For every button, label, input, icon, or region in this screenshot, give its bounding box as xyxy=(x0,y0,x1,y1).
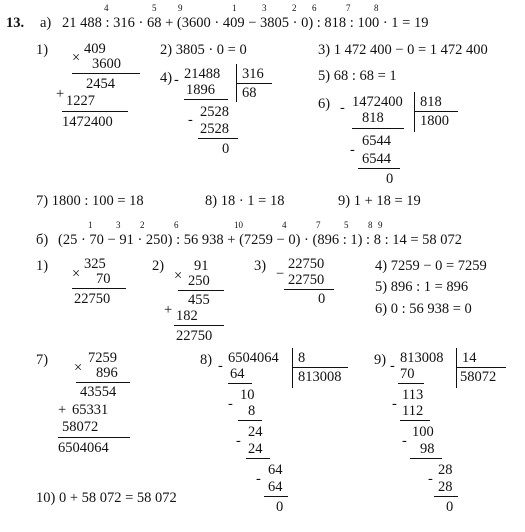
plus-sign: + xyxy=(164,302,173,318)
order-mark: 9 xyxy=(378,220,383,230)
subtrahend: 1896 xyxy=(186,82,215,98)
partial-product: 58072 xyxy=(62,419,99,435)
subtrahend: 70 xyxy=(400,366,415,382)
partial-product: 455 xyxy=(188,292,210,308)
rule-line xyxy=(410,458,442,459)
step-label: 3) xyxy=(254,258,267,274)
minus-sign: - xyxy=(350,142,355,158)
product-result: 22750 xyxy=(176,328,213,344)
partial-product: 2454 xyxy=(86,76,115,92)
quotient: 813008 xyxy=(298,369,342,385)
divisor: 8 xyxy=(298,350,306,366)
order-mark: 2 xyxy=(140,220,145,230)
remainder: 24 xyxy=(248,424,263,440)
minus-sign: - xyxy=(392,396,397,412)
factor: 3600 xyxy=(92,56,121,72)
rule-line xyxy=(178,290,224,291)
subtrahend: 2528 xyxy=(200,121,229,137)
factor: 409 xyxy=(84,41,106,57)
rule-line xyxy=(414,111,458,112)
part-b-expression: (25 · 70 − 91 · 250) : 56 938 + (7259 − 0) · (896 : 1) : 8 : 14 = 58 072 xyxy=(58,232,463,248)
part-a-expression: 21 488 : 316 · 68 + (3600 · 409 − 3805 · 0) : 818 : 100 · 1 = 19 xyxy=(62,15,429,31)
subtrahend: 64 xyxy=(268,479,283,495)
rule-line xyxy=(228,383,252,384)
step-text: 2) 3805 · 0 = 0 xyxy=(160,42,247,58)
rule-line xyxy=(400,420,430,421)
step-label: 6) xyxy=(318,96,331,112)
divisor: 14 xyxy=(462,350,477,366)
division-bar xyxy=(414,92,415,132)
order-mark: 6 xyxy=(312,3,317,13)
rule-line xyxy=(284,289,334,290)
plus-sign: + xyxy=(56,86,65,102)
order-mark: 7 xyxy=(316,220,321,230)
rule-line xyxy=(358,168,400,169)
step-text: 5) 68 : 68 = 1 xyxy=(318,68,397,84)
rule-line xyxy=(174,325,224,326)
subtrahend: 8 xyxy=(248,403,256,419)
rule-line xyxy=(58,437,130,438)
remainder: 10 xyxy=(240,387,255,403)
dividend: 813008 xyxy=(400,350,444,366)
final-remainder: 0 xyxy=(386,171,394,187)
rule-line xyxy=(198,138,238,139)
rule-line xyxy=(76,382,130,383)
minus-sign: - xyxy=(218,358,223,374)
part-b-label: б) xyxy=(36,232,49,248)
quotient: 1800 xyxy=(420,113,449,129)
minus-sign: - xyxy=(340,100,345,116)
factor: 70 xyxy=(96,271,111,287)
problem-number: 13. xyxy=(6,15,25,31)
order-mark: 1 xyxy=(232,3,237,13)
step-label: 2) xyxy=(152,258,165,274)
partial-product: 1227 xyxy=(66,93,95,109)
division-bar xyxy=(292,348,293,388)
divisor: 316 xyxy=(242,66,264,82)
product-result: 1472400 xyxy=(62,114,113,130)
times-sign: × xyxy=(72,50,81,66)
minuend: 22750 xyxy=(288,256,325,272)
remainder: 64 xyxy=(268,462,283,478)
rule-line xyxy=(264,496,288,497)
step-label: 1) xyxy=(36,42,49,58)
factor: 896 xyxy=(96,365,118,381)
rule-line xyxy=(434,496,458,497)
plus-sign: + xyxy=(58,402,67,418)
minus-sign: − xyxy=(276,266,285,282)
order-mark: 3 xyxy=(116,220,121,230)
times-sign: × xyxy=(174,268,183,284)
step-text: 8) 18 · 1 = 18 xyxy=(205,193,285,209)
subtrahend: 22750 xyxy=(288,272,325,288)
divisor: 818 xyxy=(420,94,442,110)
partial-product: 182 xyxy=(176,308,198,324)
order-mark: 3 xyxy=(262,3,267,13)
rule-line xyxy=(184,99,228,100)
times-sign: × xyxy=(74,360,83,376)
factor: 91 xyxy=(194,258,209,274)
dividend: 1472400 xyxy=(352,94,403,110)
rule-line xyxy=(398,383,424,384)
product-result: 22750 xyxy=(74,291,111,307)
minus-sign: - xyxy=(228,396,233,412)
step-label: 1) xyxy=(36,258,49,274)
division-bar xyxy=(456,348,457,388)
remainder: 6544 xyxy=(362,133,391,149)
rule-line xyxy=(236,83,272,84)
difference-result: 0 xyxy=(318,291,326,307)
rule-line xyxy=(238,420,262,421)
subtrahend: 24 xyxy=(248,441,263,457)
subtrahend: 28 xyxy=(438,479,453,495)
partial-product: 65331 xyxy=(72,402,109,418)
minus-sign: - xyxy=(390,358,395,374)
rule-line xyxy=(246,458,270,459)
times-sign: × xyxy=(72,266,81,282)
factor: 250 xyxy=(188,273,210,289)
minus-sign: - xyxy=(402,433,407,449)
step-text: 3) 1 472 400 − 0 = 1 472 400 xyxy=(318,42,488,58)
step-text: 4) 7259 − 0 = 7259 xyxy=(375,258,487,274)
remainder: 28 xyxy=(438,462,453,478)
remainder: 2528 xyxy=(200,104,229,120)
order-mark: 9 xyxy=(178,3,183,13)
rule-line xyxy=(292,367,348,368)
step-label: 9) xyxy=(374,352,387,368)
partial-product: 43554 xyxy=(80,384,117,400)
quotient: 58072 xyxy=(460,369,497,385)
order-mark: 4 xyxy=(104,3,109,13)
factor: 7259 xyxy=(88,350,117,366)
order-mark: 5 xyxy=(344,220,349,230)
final-remainder: 0 xyxy=(446,499,454,515)
factor: 325 xyxy=(84,256,106,272)
subtrahend: 6544 xyxy=(362,151,391,167)
order-mark: 2 xyxy=(292,3,297,13)
minus-sign: - xyxy=(236,433,241,449)
minus-sign: - xyxy=(188,112,193,128)
order-mark: 1 xyxy=(88,220,93,230)
step-text: 9) 1 + 18 = 19 xyxy=(338,193,421,209)
rule-line xyxy=(352,128,404,129)
step-text: 10) 0 + 58 072 = 58 072 xyxy=(36,490,177,506)
step-text: 5) 896 : 1 = 896 xyxy=(375,279,469,295)
subtrahend: 64 xyxy=(230,366,245,382)
final-remainder: 0 xyxy=(222,141,230,157)
remainder: 113 xyxy=(402,387,424,403)
order-mark: 8 xyxy=(374,3,379,13)
part-a-label: а) xyxy=(40,15,52,31)
order-mark: 8 xyxy=(368,220,373,230)
minus-sign: - xyxy=(256,471,261,487)
subtrahend: 112 xyxy=(402,403,424,419)
order-mark: 4 xyxy=(282,220,287,230)
rule-line xyxy=(72,288,126,289)
rule-line xyxy=(72,73,140,74)
rule-line xyxy=(456,367,506,368)
rule-line xyxy=(62,111,128,112)
step-label: 7) xyxy=(36,352,49,368)
minus-sign: - xyxy=(428,471,433,487)
remainder: 100 xyxy=(412,424,434,440)
subtrahend: 818 xyxy=(362,110,384,126)
quotient: 68 xyxy=(242,85,257,101)
dividend: 21488 xyxy=(184,66,221,82)
order-mark: 5 xyxy=(152,3,157,13)
order-mark: 6 xyxy=(174,220,179,230)
subtrahend: 98 xyxy=(420,441,435,457)
order-mark: 10 xyxy=(234,220,243,230)
final-remainder: 0 xyxy=(276,499,284,515)
dividend: 6504064 xyxy=(228,350,279,366)
order-mark: 7 xyxy=(346,3,351,13)
step-text: 7) 1800 : 100 = 18 xyxy=(36,193,144,209)
step-label: 8) xyxy=(200,352,213,368)
product-result: 6504064 xyxy=(58,440,109,456)
step-text: 6) 0 : 56 938 = 0 xyxy=(375,301,472,317)
step-label: 4) xyxy=(160,70,173,86)
minus-sign: - xyxy=(174,72,179,88)
